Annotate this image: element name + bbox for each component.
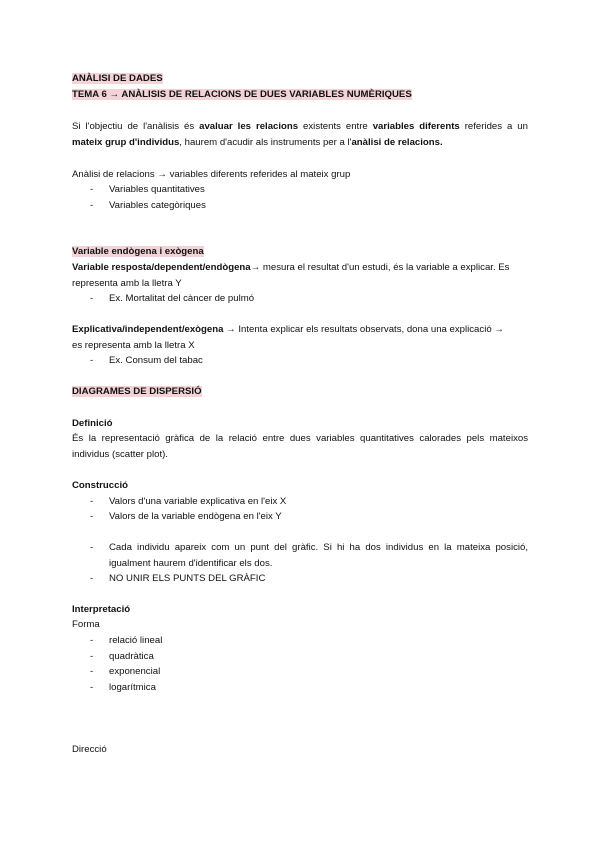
list-item: - Ex. Consum del tabac [90,355,203,366]
direction-label: Direcció [72,744,107,755]
exogenous-definition: Explicativa/independent/exògena → Intenta explicar els resultats observats, dona una explicació → [72,324,504,335]
definition-heading: Definició [72,418,113,429]
list-item: - Valors de la variable endògena en l'eix Y [90,511,282,522]
variables-heading: Variable endògena i exògena [72,246,204,257]
document-title: ANÀLISI DE DADES [72,73,163,84]
scatter-heading: DIAGRAMES DE DISPERSIÓ [72,386,202,397]
list-item: - relació lineal [90,635,163,646]
endogenous-definition: Variable resposta/dependent/endògena→ mesura el resultat d'un estudi, és la variable a explicar. Es [72,262,510,273]
relations-line: Anàlisi de relacions → variables diferents referides al mateix grup [72,169,351,180]
list-item: - Cada individu apareix com un punt del gràfic. Si hi ha dos individus en la mateixa posició, [90,542,528,553]
list-item: - logarítmica [90,682,156,693]
document-subtitle: TEMA 6 → ANÀLISIS DE RELACIONS DE DUES VARIABLES NUMÈRIQUES [72,89,412,100]
intro-paragraph-line2: mateix grup d'individus, haurem d'acudir als instruments per a l'anàlisi de relacions. [72,137,443,148]
exogenous-definition-cont: es representa amb la lletra X [72,340,195,351]
list-item: - Ex. Mortalitat del càncer de pulmó [90,293,255,304]
list-item: - Valors d'una variable explicativa en l'eix X [90,496,287,507]
list-item: - NO UNIR ELS PUNTS DEL GRÀFIC [90,573,266,584]
list-item: - quadràtica [90,651,154,662]
list-item: - Variables categòriques [90,200,206,211]
form-label: Forma [72,619,100,630]
construction-note-cont: igualment haurem d'identificar els dos. [109,558,273,569]
intro-paragraph-line1: Si l'objectiu de l'anàlisis és avaluar les relacions existents entre variables diferents referides a un [72,121,528,132]
list-item: - exponencial [90,666,161,677]
definition-text-line1: És la representació gràfica de la relació entre dues variables quantitatives calorades pels mateixos [72,433,528,444]
interpretation-heading: Interpretació [72,604,131,615]
definition-text-line2: individus (scatter plot). [72,449,168,460]
construction-heading: Construcció [72,480,128,491]
endogenous-definition-cont: representa amb la lletra Y [72,278,182,289]
list-item: - Variables quantitatives [90,184,205,195]
